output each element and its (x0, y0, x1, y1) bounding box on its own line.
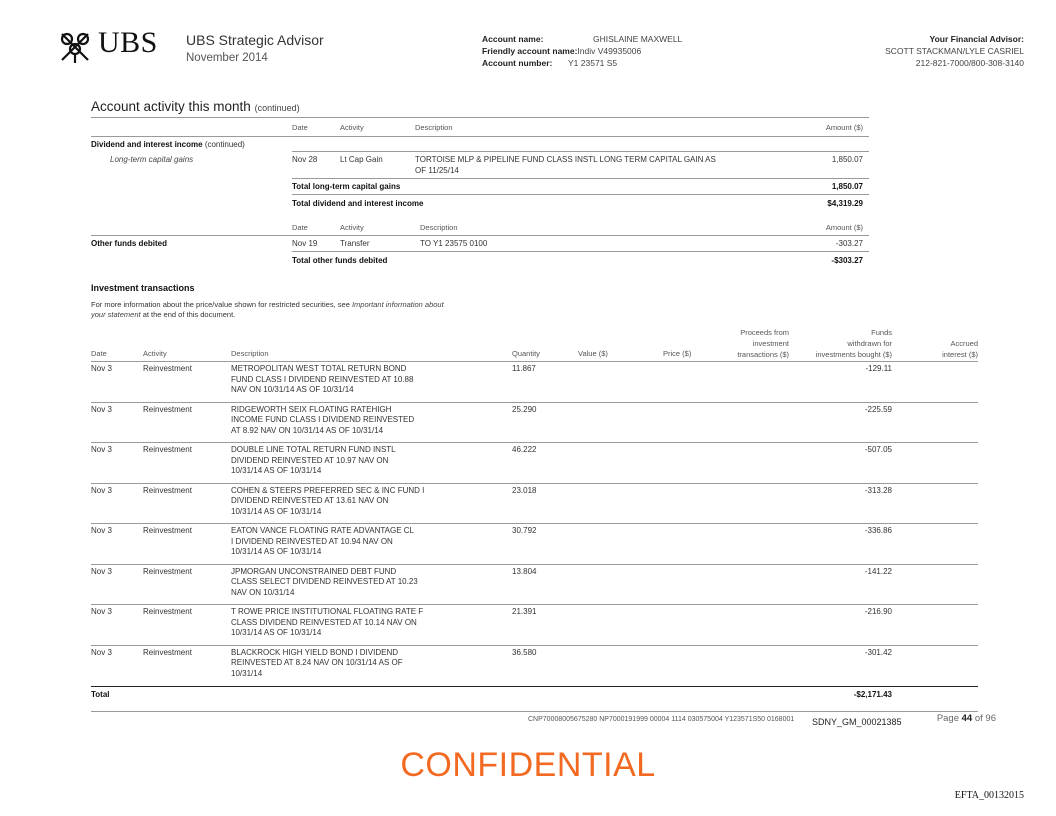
note-italic-2: your statement (91, 309, 141, 319)
row-divider (91, 442, 978, 443)
friendly-name: Indiv V49935006 (577, 46, 642, 56)
inv-col-value: Value ($) (578, 349, 608, 358)
col-header-description-2: Description (420, 223, 458, 232)
inv-row-funds: -216.90 (864, 607, 892, 616)
inv-row-quantity: 23.018 (512, 485, 537, 495)
note-text-2: at the end of this document. (142, 309, 236, 319)
inv-col-funds-withdrawn: Funds withdrawn for investments bought ($) (815, 328, 892, 359)
investment-transactions-title: Investment transactions (91, 283, 195, 293)
inv-row-description-line: DOUBLE LINE TOTAL RETURN FUND INSTL (231, 445, 396, 454)
inv-row-description-line: RIDGEWORTH SEIX FLOATING RATEHIGH (231, 404, 392, 414)
dividend-income-label: Dividend and interest income (91, 140, 203, 149)
account-info (482, 33, 682, 69)
row-divider (91, 604, 978, 605)
section-title-account-activity (91, 99, 300, 114)
statement-period: November 2014 (186, 52, 268, 64)
total-other-funds-amount: -$303.27 (831, 256, 863, 265)
inv-row-description-line: T ROWE PRICE INSTITUTIONAL FLOATING RATE F (231, 607, 424, 616)
total-dividend-label: Total dividend and interest income (292, 199, 424, 208)
section-title-note: (continued) (254, 103, 300, 113)
inv-row-funds: -225.59 (864, 404, 892, 414)
inv-row-funds: -507.05 (864, 445, 892, 454)
inv-row-quantity: 36.580 (512, 647, 537, 657)
inv-row-description-line: NAV ON 10/31/14 AS OF 10/31/14 (231, 385, 354, 394)
dividend-income-note: (continued) (204, 140, 245, 149)
ltcg-activity: Lt Cap Gain (340, 155, 383, 164)
col-header-date: Date (292, 123, 308, 132)
inv-row-quantity: 25.290 (512, 404, 537, 414)
inv-row-description (231, 445, 461, 477)
inv-col-description: Description (231, 349, 269, 358)
inv-row-date: Nov 3 (91, 364, 112, 373)
inv-row-description-line: METROPOLITAN WEST TOTAL RETURN BOND (231, 364, 407, 373)
inv-col-accrued: Accrued interest ($) (942, 339, 978, 359)
inv-row-date: Nov 3 (91, 566, 112, 576)
inv-row-activity: Reinvestment (143, 607, 192, 616)
investment-note (91, 300, 444, 319)
advisor-label: Your Financial Advisor: (929, 34, 1024, 44)
inv-row-quantity: 21.391 (512, 607, 537, 616)
inv-row-quantity: 30.792 (512, 526, 537, 535)
other-funds-label: Other funds debited (91, 239, 167, 248)
inv-row-description-line: 10/31/14 AS OF 10/31/14 (231, 628, 322, 637)
advisor-phone: 212-821-7000/800-308-3140 (915, 58, 1024, 68)
inv-row-activity: Reinvestment (143, 364, 192, 373)
row-divider (91, 483, 978, 484)
inv-row-description-line: 10/31/14 AS OF 10/31/14 (231, 466, 322, 475)
ltcg-description-line1: TORTOISE MLP & PIPELINE FUND CLASS INSTL LONG TERM CAPITAL GAIN AS (415, 155, 716, 164)
inv-row-description-line: 10/31/14 AS OF 10/31/14 (231, 547, 322, 556)
inv-row-funds: -313.28 (864, 485, 892, 495)
inv-row-funds: -336.86 (864, 526, 892, 535)
inv-row-description-line: FUND CLASS I DIVIDEND REINVESTED AT 10.88 (231, 374, 414, 384)
inv-row-description (231, 405, 461, 437)
inv-row-date: Nov 3 (91, 607, 112, 616)
total-other-funds-label: Total other funds debited (292, 256, 388, 265)
inv-row-activity: Reinvestment (143, 485, 192, 495)
inv-row-description-line: INCOME FUND CLASS I DIVIDEND REINVESTED (231, 415, 415, 424)
inv-row-date: Nov 3 (91, 526, 112, 535)
row-divider (91, 402, 978, 403)
inv-row-activity: Reinvestment (143, 445, 192, 454)
inv-col-quantity: Quantity (512, 349, 540, 358)
col-header-activity: Activity (340, 123, 364, 132)
inv-row-date: Nov 3 (91, 445, 112, 454)
inv-row-description-line: BLACKROCK HIGH YIELD BOND I DIVIDEND (231, 647, 398, 657)
page-number: Page 44 of 96 (936, 713, 996, 724)
financial-advisor (784, 33, 1024, 69)
ubs-logo-text: UBS (98, 26, 158, 59)
inv-row-quantity: 46.222 (512, 445, 537, 454)
total-ltcg-amount: 1,850.07 (831, 182, 863, 191)
inv-row-funds: -129.11 (865, 364, 892, 373)
inv-row-description-line: COHEN & STEERS PREFERRED SEC & INC FUND I (231, 485, 425, 495)
inv-row-description (231, 486, 461, 518)
total-ltcg-label: Total long-term capital gains (292, 182, 401, 191)
inv-row-activity: Reinvestment (143, 566, 192, 576)
note-italic-1: Important information about (351, 300, 444, 309)
total-dividend-amount: $4,319.29 (827, 199, 863, 208)
inv-row-description (231, 567, 461, 599)
inv-row-funds: -141.22 (864, 566, 892, 576)
other-funds-amount: -303.27 (835, 239, 863, 248)
ltcg-label: Long-term capital gains (110, 155, 194, 164)
inv-row-activity: Reinvestment (143, 647, 192, 657)
ltcg-amount: 1,850.07 (831, 155, 863, 164)
inv-row-activity: Reinvestment (143, 526, 192, 535)
friendly-name-label: Friendly account name: (482, 46, 578, 56)
inv-row-description-line: NAV ON 10/31/14 (231, 587, 295, 597)
inv-row-description (231, 526, 461, 558)
account-name-label: Account name: (482, 34, 544, 44)
col-header-description: Description (415, 123, 453, 132)
confidential-stamp: CONFIDENTIAL (400, 746, 656, 784)
account-number: Y1 23571 S5 (568, 58, 618, 68)
advisor-names: SCOTT STACKMAN/LYLE CASRIEL (885, 46, 1024, 56)
inv-col-date: Date (91, 349, 107, 358)
inv-row-description (231, 607, 461, 639)
col-header-amount-2: Amount ($) (825, 223, 863, 232)
inv-total-label: Total (91, 690, 110, 699)
ltcg-date: Nov 28 (292, 155, 318, 164)
inv-col-activity: Activity (143, 349, 167, 358)
inv-row-date: Nov 3 (91, 485, 112, 495)
other-funds-activity: Transfer (340, 239, 370, 248)
account-name: GHISLAINE MAXWELL (593, 34, 683, 44)
inv-row-description (231, 364, 461, 396)
inv-row-description-line: REINVESTED AT 8.24 NAV ON 10/31/14 AS OF (231, 658, 403, 667)
section-title-text: Account activity this month (91, 99, 251, 114)
inv-row-quantity: 13.804 (512, 566, 537, 576)
inv-row-activity: Reinvestment (143, 404, 192, 414)
col-header-amount: Amount ($) (825, 123, 863, 132)
inv-row-description (231, 648, 461, 680)
inv-row-description-line: 10/31/14 AS OF 10/31/14 (231, 506, 322, 516)
inv-row-date: Nov 3 (91, 647, 112, 657)
col-header-activity-2: Activity (340, 223, 364, 232)
ltcg-description-line2: OF 11/25/14 (415, 166, 459, 175)
inv-row-description-line: EATON VANCE FLOATING RATE ADVANTAGE CL (231, 526, 414, 535)
col-header-date-2: Date (292, 223, 308, 232)
inv-row-description-line: JPMORGAN UNCONSTRAINED DEBT FUND (231, 566, 397, 576)
inv-col-proceeds: Proceeds from investment transactions ($) (737, 328, 789, 359)
efta-number: EFTA_00132015 (954, 790, 1024, 801)
note-text-1: For more information about the price/value shown for restricted securities, see (91, 300, 350, 309)
ubs-keys-logo-icon (58, 30, 92, 64)
other-funds-date: Nov 19 (292, 239, 318, 248)
inv-row-description-line: 10/31/14 (231, 668, 263, 678)
footer-statement-code: CNP70008005675280 NP7000191999 00004 1114 030575004 Y123571S50 0168001 (528, 716, 795, 723)
inv-row-description-line: CLASS DIVIDEND REINVESTED AT 10.14 NAV ON (231, 617, 417, 627)
other-funds-description: TO Y1 23575 0100 (420, 239, 488, 248)
inv-row-quantity: 11.867 (512, 364, 536, 373)
inv-row-description-line: DIVIDEND REINVESTED AT 13.61 NAV ON (231, 496, 389, 505)
inv-total-funds: -$2,171.43 (853, 690, 892, 699)
inv-row-date: Nov 3 (91, 404, 112, 414)
inv-col-price: Price ($) (663, 349, 692, 358)
row-divider (91, 645, 978, 646)
bates-number: SDNY_GM_00021385 (812, 717, 902, 727)
inv-row-description-line: AT 8.92 NAV ON 10/31/14 AS OF 10/31/14 (231, 425, 384, 435)
brand-title: UBS Strategic Advisor (186, 32, 324, 48)
inv-row-description-line: CLASS SELECT DIVIDEND REINVESTED AT 10.23 (231, 577, 418, 586)
inv-row-description-line: DIVIDEND REINVESTED AT 10.97 NAV ON (231, 455, 389, 465)
inv-row-funds: -301.42 (864, 647, 892, 657)
dividend-income-heading (91, 140, 245, 149)
row-divider (91, 564, 978, 565)
account-number-label: Account number: (482, 58, 553, 68)
row-divider (91, 523, 978, 524)
inv-row-description-line: I DIVIDEND REINVESTED AT 10.94 NAV ON (231, 536, 393, 546)
